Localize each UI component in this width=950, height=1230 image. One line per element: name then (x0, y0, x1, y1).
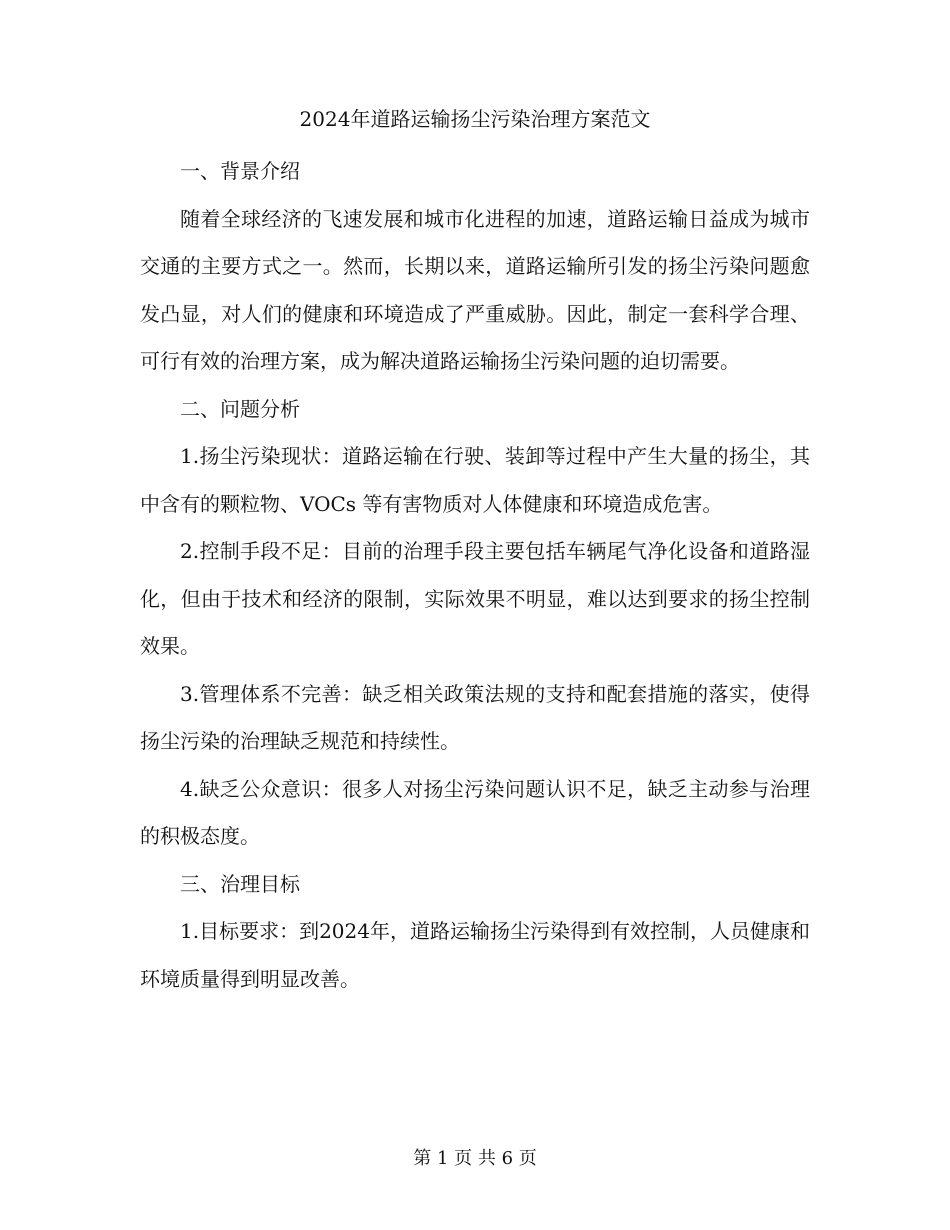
paragraph-analysis-2: 2.控制手段不足：目前的治理手段主要包括车辆尾气净化设备和道路湿化，但由于技术和经济的限制，实际效果不明显，难以达到要求的扬尘控制效果。 (140, 539, 810, 658)
page-number-label: 第 1 页 共 6 页 (413, 1148, 537, 1169)
paragraph-goals-1: 1.目标要求：到2024年，道路运输扬尘污染得到有效控制，人员健康和环境质量得到明显改善。 (140, 919, 810, 991)
document-body (140, 148, 810, 1003)
section-heading-analysis: 二、问题分析 (180, 396, 300, 421)
paragraph-analysis-3: 3.管理体系不完善：缺乏相关政策法规的支持和配套措施的落实，使得扬尘污染的治理缺乏规范和持续性。 (140, 681, 810, 753)
paragraph-analysis-4: 4.缺乏公众意识：很多人对扬尘污染问题认识不足，缺乏主动参与治理的积极态度。 (140, 776, 810, 848)
section-heading-goals: 三、治理目标 (180, 871, 300, 896)
paragraph-analysis-1: 1.扬尘污染现状：道路运输在行驶、装卸等过程中产生大量的扬尘，其中含有的颗粒物、VOCs 等有害物质对人体健康和环境造成危害。 (140, 444, 810, 516)
page-footer (0, 1145, 950, 1173)
document-title: 2024年道路运输扬尘污染治理方案范文 (299, 107, 651, 131)
section-heading-background: 一、背景介绍 (180, 159, 300, 183)
paragraph-background: 随着全球经济的飞速发展和城市化进程的加速，道路运输日益成为城市交通的主要方式之一。然而，长期以来，道路运输所引发的扬尘污染问题愈发凸显，对人们的健康和环境造成了严重威胁。因此，制定一套科学合理、可行有效的治理方案，成为解决道路运输扬尘污染问题的迫切需要。 (140, 206, 810, 373)
